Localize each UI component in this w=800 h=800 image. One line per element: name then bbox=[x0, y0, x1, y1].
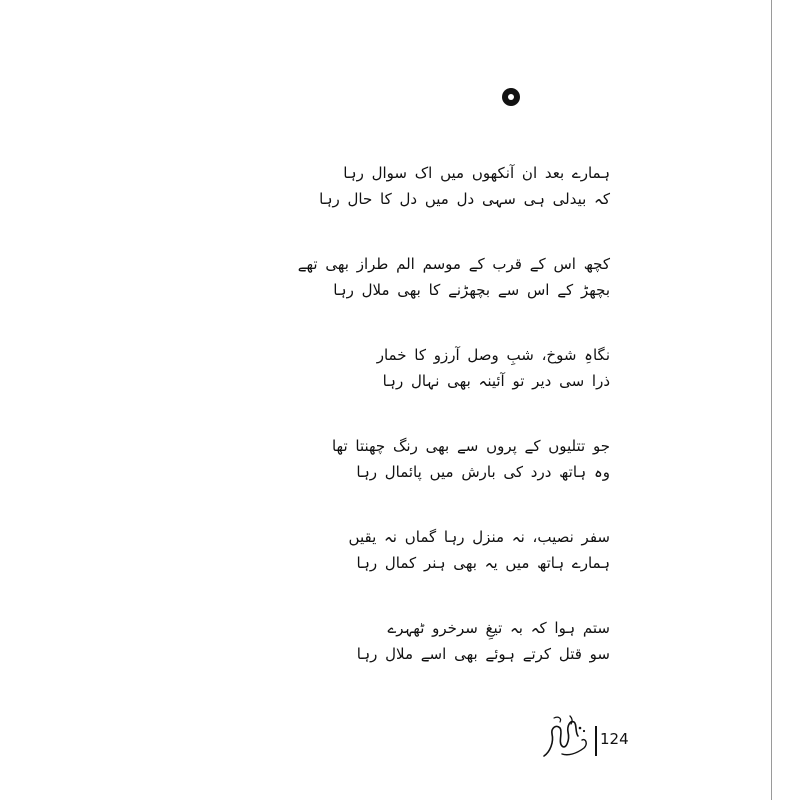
couplet-1 bbox=[280, 160, 610, 212]
couplet-5-line-1: سفر نصیب، نہ منزل رہا گماں نہ یقیں bbox=[348, 528, 610, 546]
couplet-5-line-2: ہمارے ہاتھ میں یہ بھی ہنر کمال رہا bbox=[356, 554, 610, 572]
page-edge-line bbox=[771, 0, 772, 800]
couplet-6-line-1: ستم ہوا کہ بہ تیغِ سرخرو ٹھہرے bbox=[387, 619, 610, 637]
couplet-6-line-2: سو قتل کرتے ہوئے بھی اسے ملال رہا bbox=[356, 645, 610, 663]
page-number: 124 bbox=[600, 730, 629, 748]
couplet-4 bbox=[280, 433, 610, 485]
couplet-3 bbox=[280, 342, 610, 394]
couplet-6 bbox=[280, 615, 610, 667]
couplet-5 bbox=[280, 524, 610, 576]
couplet-2 bbox=[280, 251, 610, 303]
footer-divider bbox=[595, 726, 597, 756]
signature-icon bbox=[540, 712, 592, 760]
couplet-1-line-1: ہمارے بعد ان آنکھوں میں اک سوال رہا bbox=[343, 164, 610, 182]
ornament-icon bbox=[502, 88, 520, 106]
page-footer bbox=[540, 712, 630, 762]
couplet-3-line-1: نگاہِ شوخ، شبِ وصل آرزو کا خمار bbox=[376, 346, 610, 364]
couplet-4-line-2: وہ ہاتھ درد کی بارش میں پائمال رہا bbox=[356, 463, 610, 481]
couplet-3-line-2: ذرا سی دیر تو آئینہ بھی نہال رہا bbox=[382, 372, 610, 390]
couplet-2-line-1: کچھ اس کے قرب کے موسم الم طراز بھی تھے bbox=[297, 255, 610, 273]
couplet-2-line-2: بچھڑ کے اس سے بچھڑنے کا بھی ملال رہا bbox=[333, 281, 610, 299]
couplet-1-line-2: کہ بیدلی ہی سہی دل میں دل کا حال رہا bbox=[319, 190, 610, 208]
couplet-4-line-1: جو تتلیوں کے پروں سے بھی رنگ چھنتا تھا bbox=[331, 437, 610, 455]
poem bbox=[280, 160, 610, 706]
